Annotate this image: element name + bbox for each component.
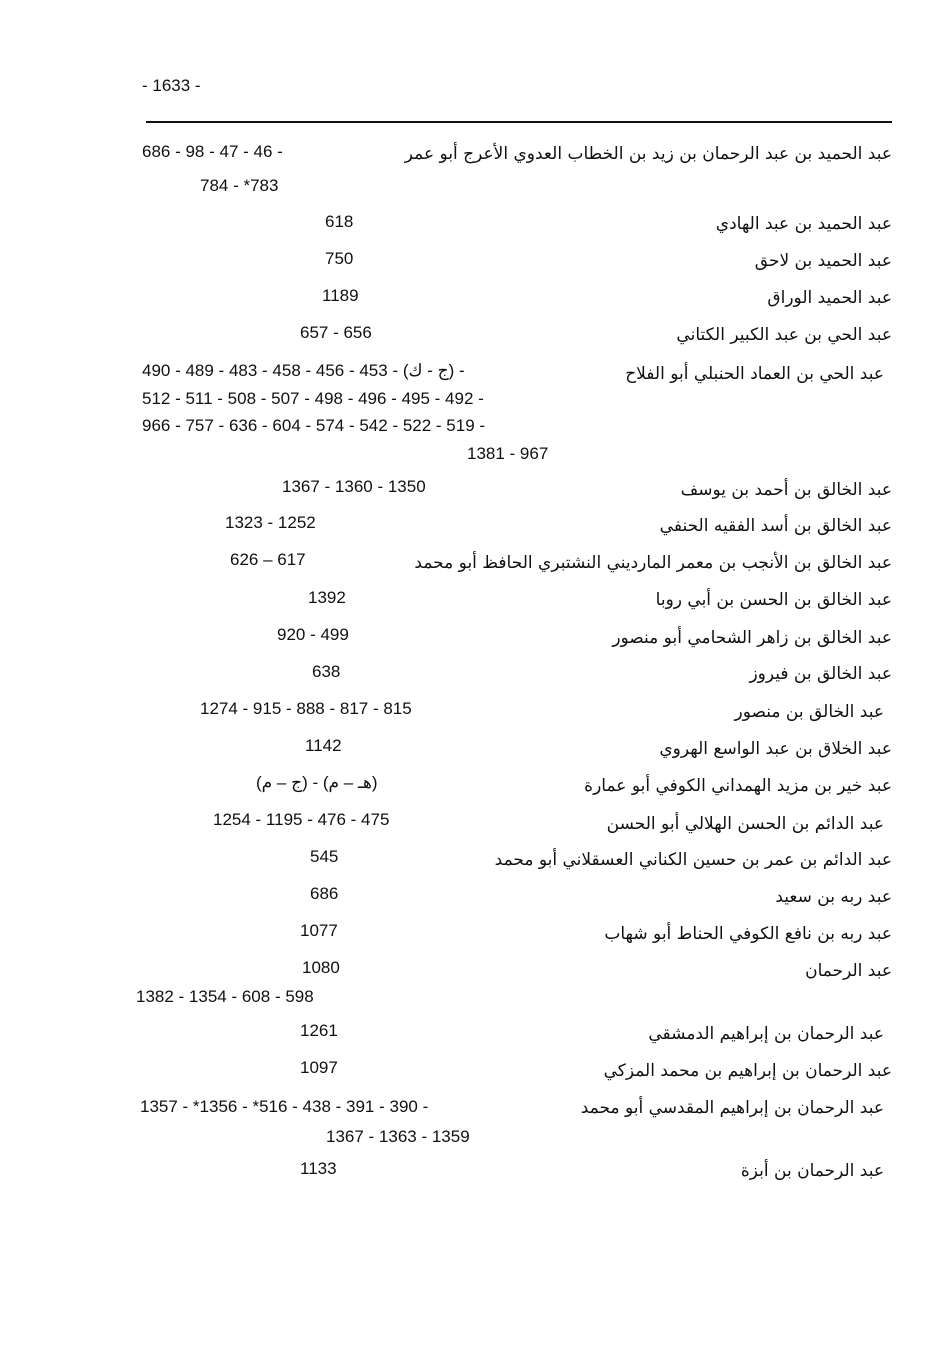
entry-refs: 1261 — [300, 1021, 338, 1040]
entry-refs: 750 — [325, 249, 354, 268]
entry-name: عبد الحميد بن عبد الهادي — [715, 214, 892, 234]
entry-refs: 1133 — [300, 1159, 337, 1178]
entry-name: عبد الدائم بن عمر بن حسين الكناني العسقلاني أبو محمد — [494, 850, 892, 870]
entry-name: عبد الخالق بن أسد الفقيه الحنفي — [659, 516, 892, 536]
entry-name: عبد الحي بن عبد الكبير الكتاني — [676, 325, 892, 345]
entry-refs: 686 — [310, 884, 339, 903]
entry-refs: 1367 - 1363 - 1359 — [326, 1127, 470, 1146]
entry-refs: 1381 - 967 — [467, 444, 549, 463]
entry-refs: 618 — [325, 212, 354, 231]
entry-name: عبد الحميد بن عبد الرحمان بن زيد بن الخطاب العدوي الأعرج أبو عمر — [404, 144, 892, 164]
entry-name: عبد الخلاق بن عبد الواسع الهروي — [659, 739, 892, 759]
entry-refs: 1080 — [302, 958, 340, 977]
entry-name: عبد خير بن مزيد الهمداني الكوفي أبو عمارة — [584, 776, 892, 796]
entry-refs: 1077 — [300, 921, 338, 940]
entry-name: عبد ربه بن سعيد — [775, 887, 892, 907]
entry-refs: 638 — [312, 662, 341, 681]
entry-refs: 784 - *783 — [200, 176, 279, 195]
entry-name: عبد الخالق بن فيروز — [749, 664, 892, 684]
entry-refs: 657 - 656 — [300, 323, 372, 342]
entry-name: عبد الدائم بن الحسن الهلالي أبو الحسن — [606, 814, 884, 834]
entry-refs: 1367 - 1360 - 1350 — [282, 477, 426, 496]
entry-refs: 966 - 757 - 636 - 604 - 574 - 542 - 522 - 519 - — [142, 416, 486, 435]
entry-refs: 1382 - 1354 - 608 - 598 — [136, 987, 314, 1006]
entry-name: عبد الرحمان بن إبراهيم المقدسي أبو محمد — [580, 1098, 884, 1118]
entry-name: عبد الرحمان بن إبراهيم بن محمد المزكي — [603, 1061, 892, 1081]
entry-name: عبد الرحمان بن أبزة — [740, 1161, 884, 1181]
entry-refs: 1357 - *1356 - *516 - 438 - 391 - 390 - — [140, 1097, 429, 1116]
entry-refs: 1274 - 915 - 888 - 817 - 815 — [200, 699, 412, 718]
page-number: - 1633 - — [142, 76, 201, 95]
entry-refs: (ج – م) - (هـ – م) — [256, 773, 378, 792]
entry-name: عبد الحي بن العماد الحنبلي أبو الفلاح — [625, 364, 884, 384]
entry-name: عبد الحميد الوراق — [767, 288, 892, 308]
entry-refs: 1254 - 1195 - 476 - 475 — [213, 810, 390, 829]
entry-refs: 1142 — [305, 736, 342, 755]
entry-refs: 1189 — [322, 286, 359, 305]
entry-name: عبد الرحمان — [805, 961, 892, 981]
entry-refs: 1392 — [308, 588, 346, 607]
entry-name: عبد الخالق بن الحسن بن أبي روبا — [655, 590, 892, 610]
entry-refs: 545 — [310, 847, 339, 866]
entry-refs: 512 - 511 - 508 - 507 - 498 - 496 - 495 - 492 - — [142, 389, 484, 408]
entry-name: عبد الخالق بن الأنجب بن معمر المارديني النشتبري الحافظ أبو محمد — [414, 553, 892, 573]
entry-name: عبد الخالق بن أحمد بن يوسف — [680, 480, 892, 500]
entry-refs: 490 - 489 - 483 - 458 - 456 - 453 - (ج - ك) - — [142, 361, 465, 380]
entry-name: عبد الخالق بن منصور — [734, 702, 884, 722]
entry-refs: 626 – 617 — [230, 550, 306, 569]
entry-refs: 920 - 499 — [277, 625, 349, 644]
entry-name: عبد الرحمان بن إبراهيم الدمشقي — [648, 1024, 884, 1044]
entry-refs: 1323 - 1252 — [225, 513, 316, 532]
entry-name: عبد الحميد بن لاحق — [754, 251, 892, 271]
entry-refs: 1097 — [300, 1058, 338, 1077]
entry-name: عبد ربه بن نافع الكوفي الحناط أبو شهاب — [604, 924, 892, 944]
entry-refs: 686 - 98 - 47 - 46 - — [142, 142, 283, 161]
entry-name: عبد الخالق بن زاهر الشحامي أبو منصور — [612, 628, 892, 648]
